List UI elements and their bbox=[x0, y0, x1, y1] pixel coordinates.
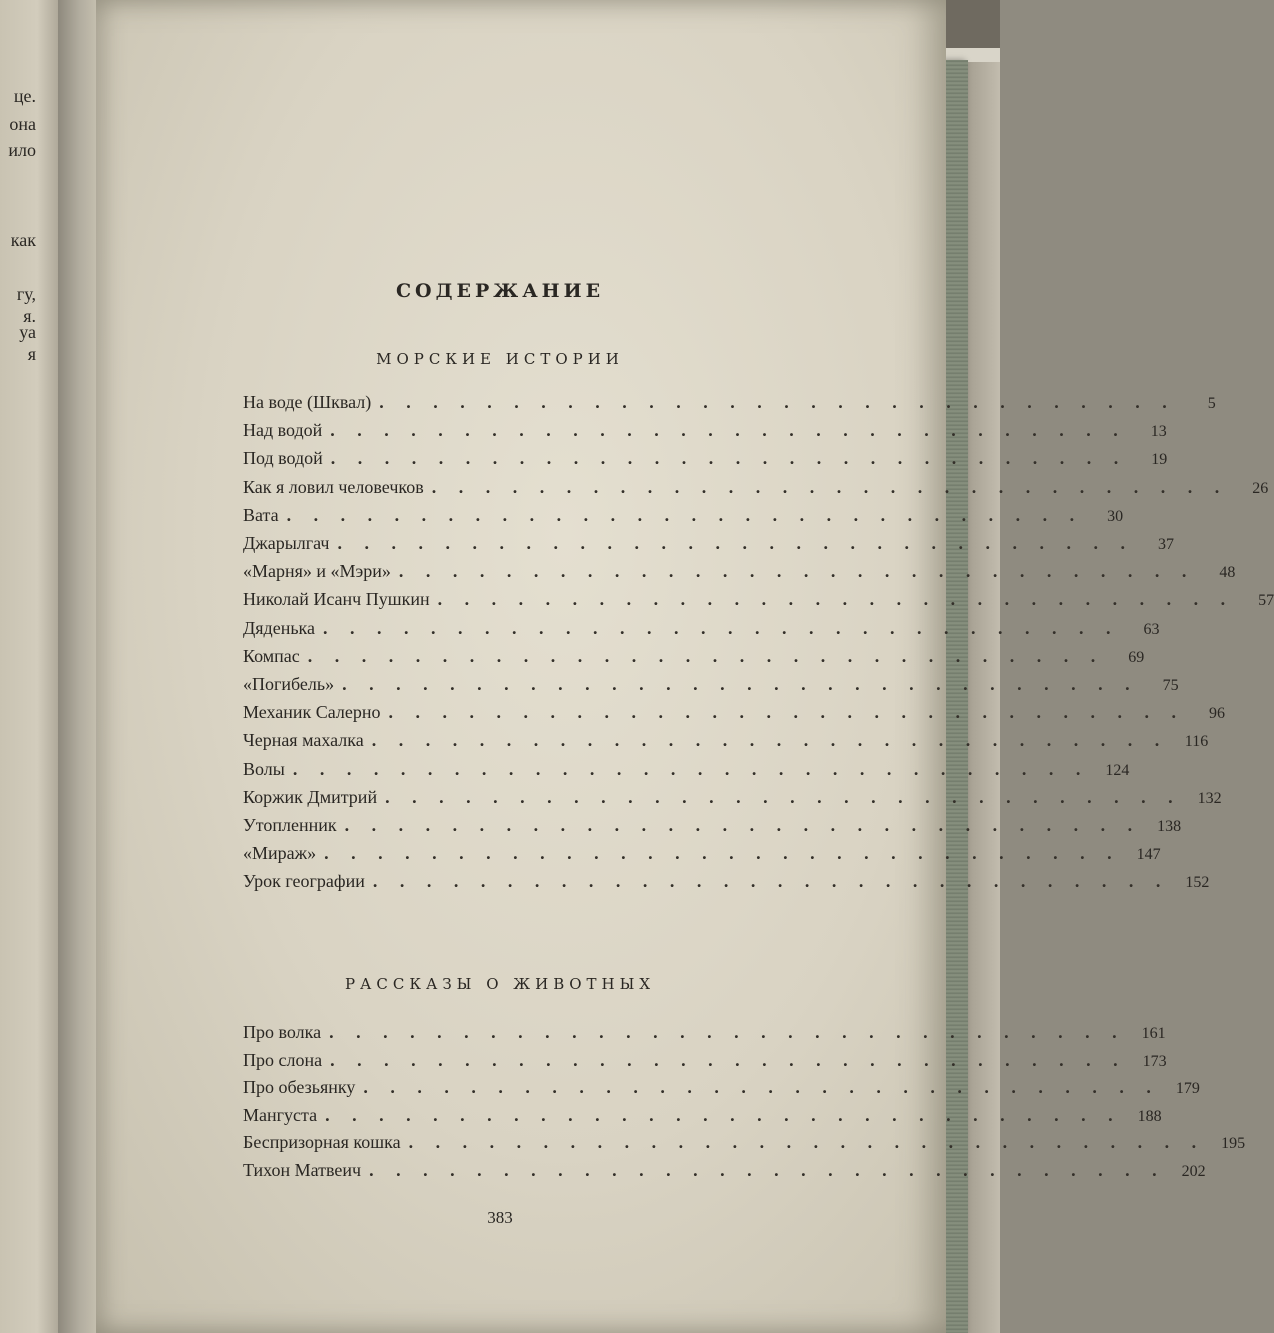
toc-entry-page: 5 bbox=[1207, 395, 1216, 412]
section-title-sea-stories: МОРСКИЕ ИСТОРИИ bbox=[376, 350, 624, 368]
toc-entry-page: 195 bbox=[1221, 1135, 1246, 1153]
dot-leader: . . . . . . . . . . . . . . . . . . . . . . . . . . . . . . bbox=[385, 786, 1182, 807]
toc-entry-title: Компас bbox=[243, 645, 300, 666]
toc-entry-page: 57 bbox=[1258, 592, 1274, 610]
page-number: 383 bbox=[487, 1208, 513, 1227]
dot-leader: . . . . . . . . . . . . . . . . . . . . . . . . . . . . . . bbox=[307, 645, 1105, 666]
toc-entry bbox=[243, 392, 1216, 420]
dot-leader: . . . . . . . . . . . . . . . . . . . . . . . . . . . . . . bbox=[329, 1022, 1126, 1042]
toc-entry-page: 202 bbox=[1181, 1163, 1206, 1180]
dot-leader: . . . . . . . . . . . . . . . . . . . . . . . . . . . . . . bbox=[371, 730, 1169, 751]
toc-entry-page: 138 bbox=[1157, 818, 1182, 835]
toc-entry-title: Черная махалка bbox=[243, 730, 364, 751]
toc-entry bbox=[243, 561, 1236, 589]
dot-leader: . . . . . . . . . . . . . . . . . . . . . . . . . . . . . . bbox=[330, 420, 1127, 441]
dot-leader: . . . . . . . . . . . . . . . . . . . . . . . . . . . . . . bbox=[437, 589, 1235, 610]
dot-leader: . . . . . . . . . . . . . . . . . . . . . . . . . . . . . . bbox=[344, 815, 1142, 835]
toc-entry-title: Про обезьянку bbox=[243, 1077, 356, 1098]
dot-leader: . . . . . . . . . . . . . . . . . . . . . . . . . . . . . . bbox=[337, 533, 1134, 553]
toc-entry-title: Мангуста bbox=[243, 1104, 318, 1125]
left-text-fragment: как bbox=[10, 230, 36, 250]
toc-entry-page: 30 bbox=[1107, 507, 1124, 525]
toc-entry-title: Джарылгач bbox=[243, 533, 330, 553]
left-page bbox=[0, 0, 62, 1333]
toc-entry-title: Дяденька bbox=[243, 617, 316, 638]
toc-entry-title: Беспризорная кошка bbox=[243, 1132, 401, 1153]
toc-entry-title: Урок географии bbox=[243, 871, 365, 892]
toc-entry bbox=[243, 702, 1226, 730]
toc-entry bbox=[243, 617, 1160, 646]
toc-entry bbox=[243, 1132, 1246, 1160]
toc-entry-title: Под водой bbox=[243, 448, 323, 469]
toc-entry-page: 96 bbox=[1209, 705, 1226, 723]
toc-entry-page: 161 bbox=[1141, 1025, 1166, 1042]
left-text-fragment: она bbox=[9, 114, 36, 134]
dot-leader: . . . . . . . . . . . . . . . . . . . . . . . . . . . . . . bbox=[363, 1077, 1160, 1098]
toc-entry-title: Про волка bbox=[243, 1022, 322, 1042]
toc-entry-page: 173 bbox=[1142, 1052, 1167, 1070]
toc-entry bbox=[243, 758, 1130, 787]
toc-entry-page: 26 bbox=[1252, 479, 1269, 497]
left-text-fragment: ило bbox=[8, 140, 36, 160]
dot-leader: . . . . . . . . . . . . . . . . . . . . . . . . . . . . . . bbox=[323, 617, 1120, 638]
dot-leader: . . . . . . . . . . . . . . . . . . . . . . . . . . . . . . bbox=[379, 392, 1176, 412]
toc-entry-page: 188 bbox=[1137, 1107, 1162, 1125]
toc-entry bbox=[243, 1049, 1167, 1078]
dot-leader: . . . . . . . . . . . . . . . . . . . . . . . . . . . . . . bbox=[408, 1132, 1206, 1153]
toc-entry-page: 124 bbox=[1105, 761, 1130, 779]
toc-entry-page: 63 bbox=[1143, 620, 1160, 638]
dot-leader: . . . . . . . . . . . . . . . . . . . . . . . . . . . . . . bbox=[398, 561, 1196, 582]
toc-entry bbox=[243, 504, 1124, 533]
toc-entry bbox=[243, 674, 1179, 702]
toc-entry-page: 69 bbox=[1128, 648, 1145, 666]
toc-entry-title: На воде (Шквал) bbox=[243, 392, 372, 412]
toc-entry bbox=[243, 448, 1168, 476]
toc-entry bbox=[243, 871, 1210, 899]
toc-entry bbox=[243, 730, 1209, 758]
toc-entry bbox=[243, 1104, 1162, 1133]
dot-leader: . . . . . . . . . . . . . . . . . . . . . . . . . . . . . . bbox=[369, 1160, 1166, 1180]
left-text-fragment: це. bbox=[13, 86, 36, 106]
dot-leader: . . . . . . . . . . . . . . . . . . . . . . . . . . . . . . bbox=[431, 476, 1229, 497]
toc-entry-page: 75 bbox=[1162, 677, 1179, 694]
toc-entry bbox=[243, 533, 1174, 561]
toc-entry-page: 19 bbox=[1151, 451, 1168, 469]
toc-entry bbox=[243, 843, 1161, 871]
dot-leader: . . . . . . . . . . . . . . . . . . . . . . . . . . . . . . bbox=[372, 871, 1170, 892]
toc-entry-title: Как я ловил человечков bbox=[243, 476, 424, 497]
dot-leader: . . . . . . . . . . . . . . . . . . . . . . . . . . . . . . bbox=[286, 504, 1084, 525]
toc-entry-title: Механик Салерно bbox=[243, 702, 381, 723]
dot-leader: . . . . . . . . . . . . . . . . . . . . . . . . . . . . . . bbox=[342, 674, 1139, 694]
dot-leader: . . . . . . . . . . . . . . . . . . . . . . . . . . . . . . bbox=[292, 758, 1090, 779]
left-text-fragment: я. bbox=[23, 306, 36, 326]
contents-title: СОДЕРЖАНИЕ bbox=[395, 280, 605, 302]
toc-entry-title: Николай Исанч Пушкин bbox=[243, 589, 430, 610]
toc-entry bbox=[243, 476, 1269, 505]
dot-leader: . . . . . . . . . . . . . . . . . . . . . . . . . . . . . . bbox=[325, 1104, 1122, 1125]
toc-entry-page: 152 bbox=[1185, 874, 1210, 892]
toc-entry-title: Вата bbox=[243, 504, 279, 525]
background-shadow bbox=[938, 0, 1000, 50]
toc-entry-page: 13 bbox=[1150, 423, 1167, 441]
toc-entry-page: 132 bbox=[1197, 789, 1222, 807]
toc-entry bbox=[243, 1077, 1200, 1105]
toc-entry-title: «Мираж» bbox=[243, 843, 317, 864]
toc-entry bbox=[243, 815, 1182, 843]
toc-entry-title: «Погибель» bbox=[243, 674, 335, 694]
toc-entry-title: Про слона bbox=[243, 1049, 323, 1070]
dot-leader: . . . . . . . . . . . . . . . . . . . . . . . . . . . . . . bbox=[388, 702, 1186, 723]
dot-leader: . . . . . . . . . . . . . . . . . . . . . . . . . . . . . . bbox=[330, 448, 1128, 469]
toc-entry-page: 37 bbox=[1157, 536, 1174, 553]
toc-entry-page: 179 bbox=[1175, 1080, 1200, 1098]
toc-entry-title: Коржик Дмитрий bbox=[243, 786, 378, 807]
left-text-fragment: гу, bbox=[16, 284, 36, 304]
section-title-animal-stories: РАССКАЗЫ О ЖИВОТНЫХ bbox=[344, 975, 656, 993]
toc-entry bbox=[243, 589, 1274, 617]
toc-entry-title: «Марня» и «Мэри» bbox=[243, 561, 391, 582]
toc-entry bbox=[243, 645, 1145, 674]
toc-entry bbox=[243, 1160, 1206, 1188]
left-text-fragment: уа bbox=[19, 322, 36, 342]
left-text-fragment: я bbox=[27, 344, 36, 364]
dot-leader: . . . . . . . . . . . . . . . . . . . . . . . . . . . . . . bbox=[330, 1049, 1127, 1070]
toc-entry-page: 48 bbox=[1219, 564, 1236, 582]
toc-entry-page: 147 bbox=[1136, 846, 1161, 864]
dot-leader: . . . . . . . . . . . . . . . . . . . . . . . . . . . . . . bbox=[324, 843, 1121, 864]
toc-entry-page: 116 bbox=[1184, 733, 1209, 751]
toc-entry-title: Над водой bbox=[243, 420, 323, 441]
toc-entry-title: Волы bbox=[243, 758, 285, 779]
toc-entry bbox=[243, 1022, 1166, 1050]
toc-entry bbox=[243, 786, 1222, 815]
toc-entry bbox=[243, 420, 1167, 448]
toc-entry-title: Тихон Матвеич bbox=[243, 1160, 362, 1180]
toc-entry-title: Утопленник bbox=[243, 815, 337, 835]
